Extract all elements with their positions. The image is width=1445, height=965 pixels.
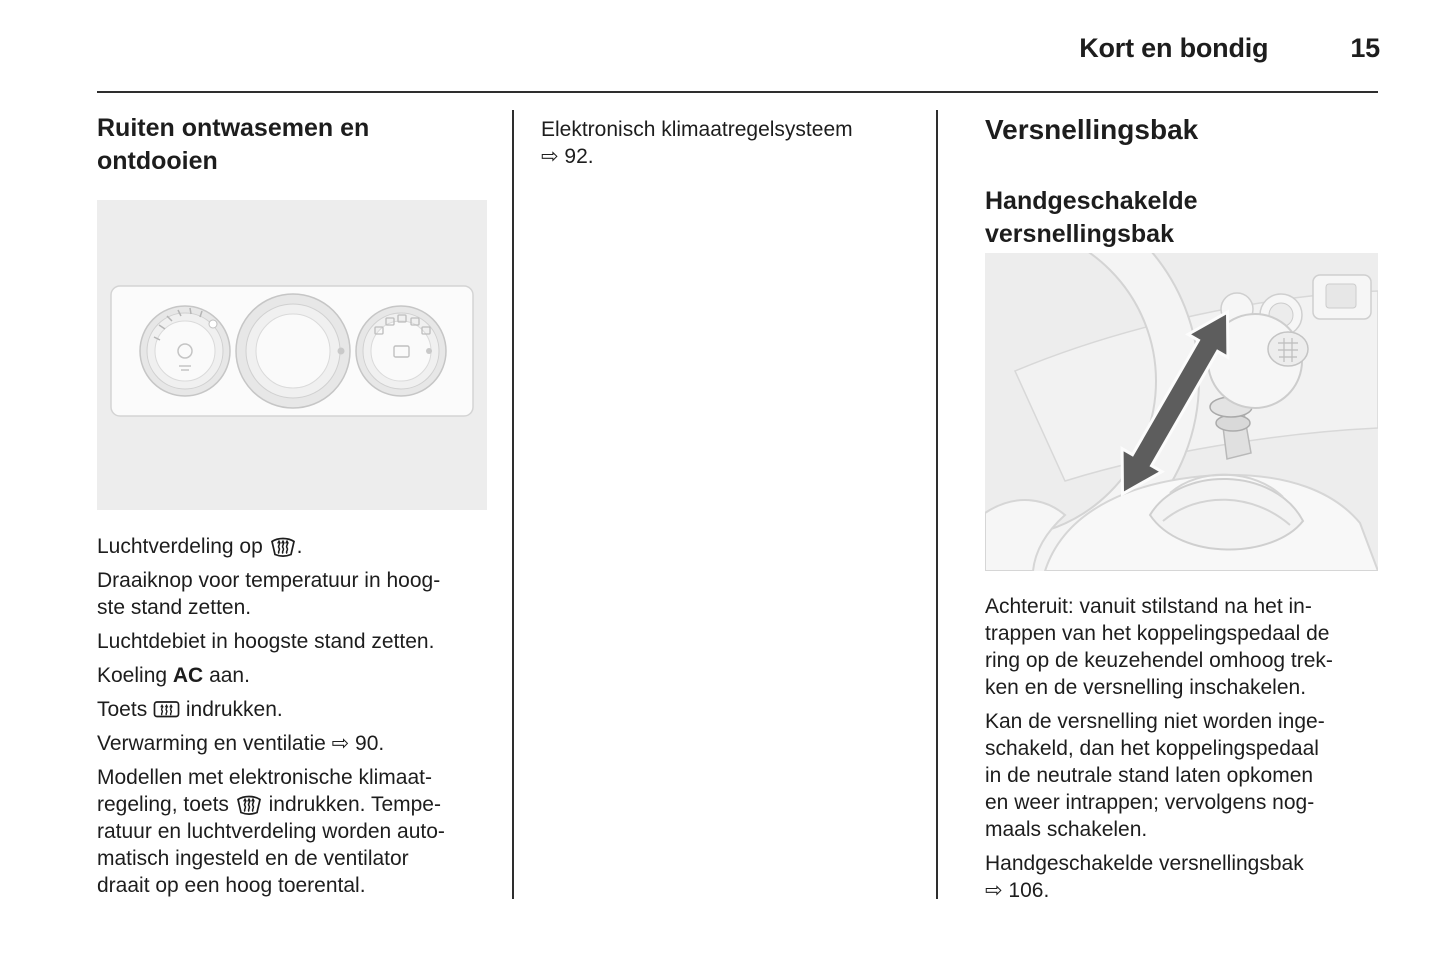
paragraph-kan-de-versnelling [985, 708, 1379, 843]
heading-ruiten-ontwasemen [97, 112, 490, 178]
header-rule [97, 91, 1378, 93]
column-divider-left [512, 110, 514, 899]
column-climate-reference [541, 112, 913, 177]
text-line: Modellen met elektronische klimaat- [97, 766, 432, 789]
page-reference: ⇨ 90. [331, 732, 385, 755]
text-run: Koeling [97, 664, 173, 687]
ac-label: AC [172, 664, 204, 687]
heated-rear-window-icon [153, 699, 180, 719]
text-line: in de neutrale stand laten opkomen [985, 764, 1314, 787]
page-reference: ⇨ 106. [985, 879, 1050, 902]
text-run: . [296, 535, 303, 558]
text-line: draait op een hoog toerental. [97, 874, 366, 897]
page-number: 15 [1350, 33, 1380, 63]
air-distribution-dial [356, 306, 446, 396]
text-line: matisch ingesteld en de ventilator [97, 847, 409, 870]
reference-klimaatregelsysteem [541, 116, 913, 170]
text-line: ring op de keuzehendel omhoog trek- [985, 649, 1333, 672]
text-line: en weer intrappen; vervolgens nog- [985, 791, 1315, 814]
text-run: aan. [203, 664, 250, 687]
heading-line: ontdooien [97, 147, 218, 175]
text-line: ste stand zetten. [97, 596, 252, 619]
text-line: maals schakelen. [985, 818, 1148, 841]
heading-line: Handgeschakelde [985, 187, 1198, 215]
page-header [97, 33, 1380, 64]
text-run: indrukken. Tempe- [262, 793, 441, 816]
text-line: ratuur en luchtverdeling worden auto- [97, 820, 445, 843]
text-run: indrukken. [180, 698, 283, 721]
instruction-koeling [97, 662, 490, 689]
subheading-handgeschakelde [985, 185, 1379, 251]
heading-line: Ruiten ontwasemen en [97, 114, 370, 142]
text-run: Luchtverdeling op [97, 535, 269, 558]
fan-speed-dial [236, 294, 350, 408]
paragraph-achteruit [985, 593, 1379, 701]
heading-line: versnellingsbak [985, 220, 1174, 248]
section-title: Kort en bondig [1079, 33, 1269, 63]
instruction-modellen [97, 764, 490, 899]
temperature-dial [140, 306, 230, 396]
windshield-defrost-icon [235, 793, 263, 815]
instruction-toets [97, 696, 490, 723]
text-run: Verwarming en ventilatie [97, 732, 332, 755]
gear-lever-illustration [985, 253, 1378, 571]
text-line: Kan de versnelling niet worden inge- [985, 710, 1325, 733]
instruction-luchtverdeling [97, 533, 490, 560]
text-line: trappen van het koppelingspedaal de [985, 622, 1330, 645]
text-line: Handgeschakelde versnellingsbak [985, 852, 1304, 875]
text-line: Elektronisch klimaatregelsysteem [541, 118, 853, 141]
reference-handgeschakelde [985, 850, 1379, 904]
text-line: Draaiknop voor temperatuur in hoog- [97, 569, 441, 592]
text-line [97, 791, 490, 818]
text-line: Achteruit: vanuit stilstand na het in- [985, 595, 1312, 618]
page-reference: ⇨ 92. [541, 145, 594, 168]
windshield-defrost-icon [269, 535, 297, 557]
text-run: Toets [97, 698, 154, 721]
instruction-verwarming [97, 730, 490, 757]
heading-versnellingsbak: Versnellingsbak [985, 114, 1199, 145]
column-gearbox [985, 112, 1379, 911]
text-line: schakeld, dan het koppelingspedaal [985, 737, 1319, 760]
column-windows-defrost [97, 112, 490, 906]
instruction-draaiknop [97, 567, 490, 621]
text-run: regeling, toets [97, 793, 235, 816]
instruction-luchtdebiet: Luchtdebiet in hoogste stand zetten. [97, 630, 435, 653]
column-divider-right [936, 110, 938, 899]
climate-control-panel-illustration [97, 200, 487, 510]
text-line: ken en de versnelling inschakelen. [985, 676, 1307, 699]
